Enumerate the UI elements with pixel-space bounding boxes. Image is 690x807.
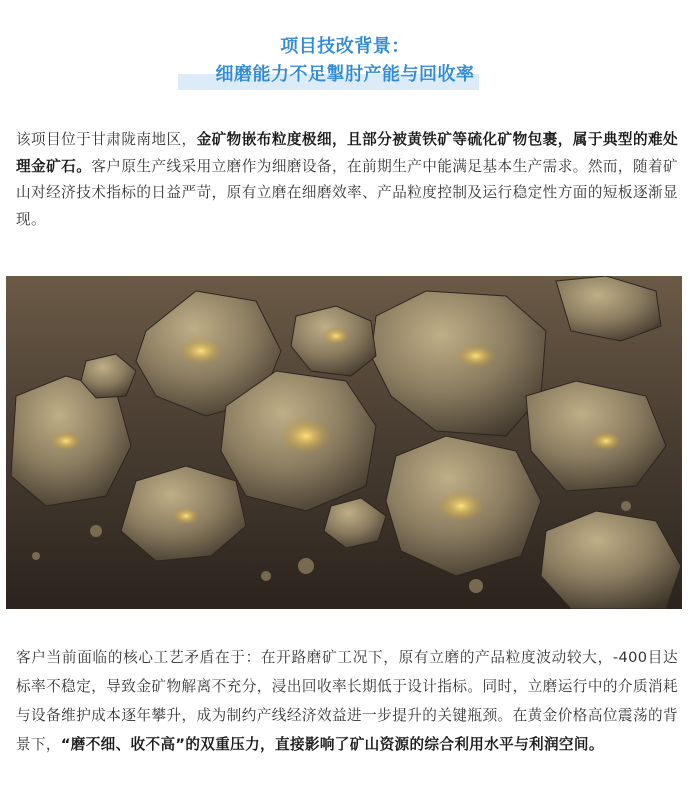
section-heading [0, 34, 690, 88]
gold-ore-photo [6, 276, 682, 609]
paragraph-core-challenge [16, 643, 678, 759]
paragraph1-text-a: 该项目位于甘肃陇南地区， [16, 131, 197, 148]
gold-ore-illustration [6, 276, 682, 609]
paragraph2-bold: “磨不细、收不高”的双重压力，直接影响了矿山资源的综合利用水平与利润空间。 [60, 736, 604, 753]
paragraph-project-location [16, 127, 678, 233]
heading-title: 项目技改背景： [280, 36, 410, 57]
paragraph2-text-a: 客户当前面临的核心工艺矛盾在于：在开路磨矿工况下，原有立磨的产品粒度波动较大，-400目达标率不稳定，导致金矿物解离不充分，浸出回收率长期低于设计指标。同时，立磨运行中的介质消耗与设备维护成本逐年攀升，成为制约产线经济效益进一步提升的关键瓶颈。在黄金价格高位震荡的背景下， [16, 649, 678, 753]
heading-subtitle: 细磨能力不足掣肘产能与回收率 [215, 64, 475, 85]
paragraph1-text-b: 客户原生产线采用立磨作为细磨设备，在前期生产中能满足基本生产需求。然而，随着矿山对经济技术指标的日益严苛，原有立磨在细磨效率、产品粒度控制及运行稳定性方面的短板逐渐显现。 [16, 157, 678, 228]
heading-subtitle-wrap [216, 62, 475, 88]
paragraph1-bold: 金矿物嵌布粒度极细，且部分被黄铁矿等硫化矿物包裹，属于典型的难处理金矿石。 [16, 131, 679, 175]
